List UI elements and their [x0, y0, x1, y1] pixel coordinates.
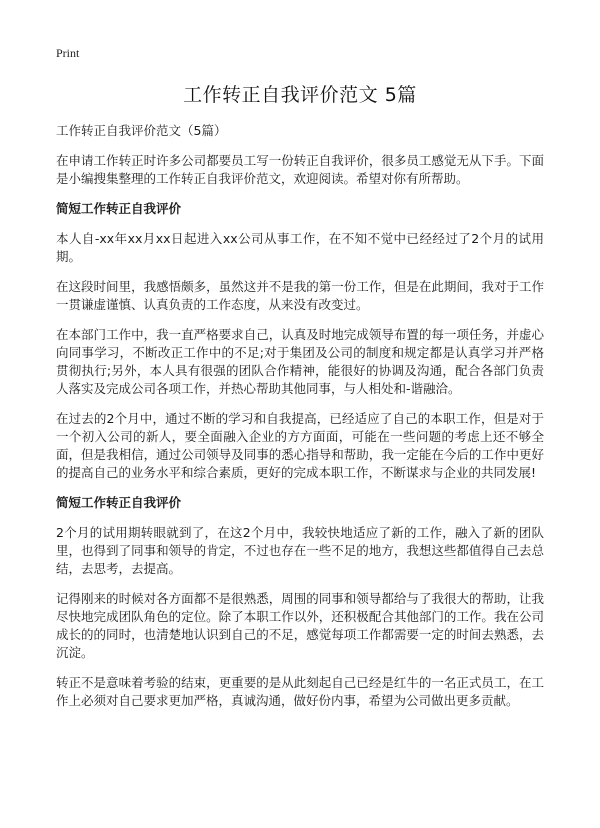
- paragraph: 转正不是意味着考验的结束，更重要的是从此刻起自己已经是红牛的一名正式员工，在工作上必须对自己要求更加严格，真诚沟通，做好份内事，希望为公司做出更多贡献。: [56, 675, 544, 708]
- section-heading: 简短工作转正自我评价: [56, 495, 182, 510]
- paragraph: 在本部门工作中，我一直严格要求自己，认真及时地完成领导布置的每一项任务，并虚心向同事学习，不断改正工作中的不足;对于集团及公司的制度和规定都是认真学习并严格贯彻执行;另外，本人具有很强的团队合作精神，能很好的协调及沟通，配合各部门负责人落实及完成公司各项工作，并热心帮助其他同事，与人相处和-谐融洽。: [56, 327, 544, 396]
- document-title: 工作转正自我评价范文 5篇: [183, 84, 417, 106]
- paragraph: 2个月的试用期转眼就到了，在这2个月中，我较快地适应了新的工作，融入了新的团队里，也得到了同事和领导的肯定，不过也存在一些不足的地方，我想这些都值得自己去总结，去思考，去提高。: [56, 525, 544, 576]
- print-label: Print: [56, 46, 80, 60]
- paragraph: 在这段时间里，我感悟颇多，虽然这并不是我的第一份工作，但是在此期间，我对于工作一贯谦虚谨慎、认真负责的工作态度，从来没有改变过。: [56, 279, 544, 312]
- document-body: [56, 122, 544, 722]
- paragraph: 在过去的2个月中，通过不断的学习和自我提高，已经适应了自己的本职工作，但是对于一个初入公司的新人，要全面融入企业的方方面面，可能在一些问题的考虑上还不够全面，但是我相信，通过公司领导及同事的悉心指导和帮助，我一定能在今后的工作中更好的提高自己的业务水平和综合素质，更好的完成本职工作，不断谋求与企业的共同发展!: [56, 411, 544, 480]
- section-heading: 简短工作转正自我评价: [56, 201, 182, 216]
- paragraph: 记得刚来的时候对各方面都不是很熟悉，周围的同事和领导都给与了我很大的帮助，让我尽快地完成团队角色的定位。除了本职工作以外，还积极配合其他部门的工作。我在公司成长的的同时，也清楚地认识到自己的不足，感觉每项工作都需要一定的时间去熟悉，去沉淀。: [56, 591, 544, 660]
- intro-paragraph: 在申请工作转正时许多公司都要员工写一份转正自我评价，很多员工感觉无从下手。下面是小编搜集整理的工作转正自我评价范文，欢迎阅读。希望对你有所帮助。: [56, 153, 544, 186]
- paragraph: 本人自-xx年xx月xx日起进入xx公司从事工作，在不知不觉中已经经过了2个月的试用期。: [56, 231, 544, 264]
- document-subtitle: 工作转正自我评价范文（5篇）: [56, 123, 227, 138]
